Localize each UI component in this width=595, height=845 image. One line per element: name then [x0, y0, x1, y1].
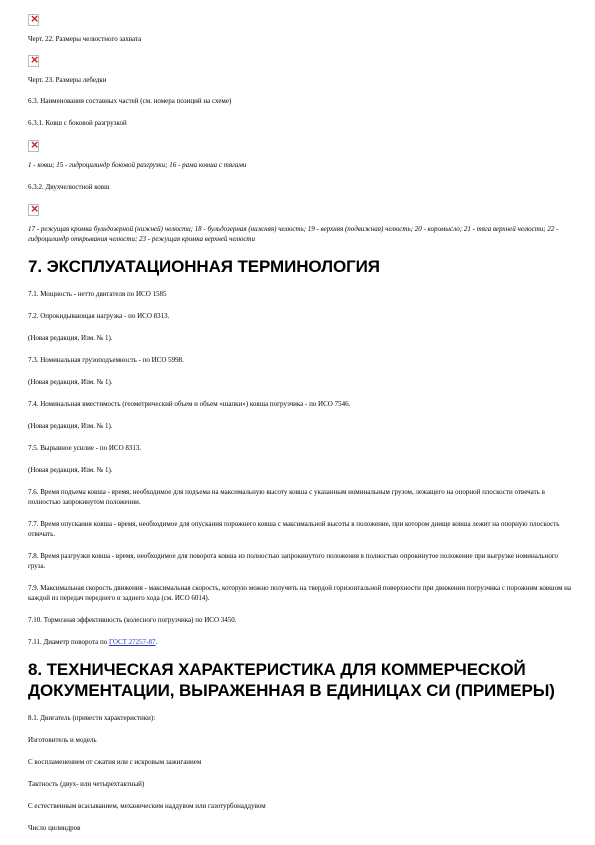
edition-note: (Новая редакция, Изм. № 1).: [28, 378, 113, 386]
broken-image-icon: ×: [30, 138, 40, 151]
term-7-6: 7.6. Время подъема ковша - время, необходимое для подъема на максимальную высоту ковша с указанным номинальным грузом, лежащего на опорной плоскости отвечать в полностью запрокинутом положении.: [28, 488, 545, 506]
section-7-heading: 7. ЭКСПЛУАТАЦИОННАЯ ТЕРМИНОЛОГИЯ: [28, 257, 380, 276]
engine-item-aspiration: С естественным всасыванием, механическим наддувом или газотурбонаддувом: [28, 802, 266, 810]
broken-image-icon: ×: [30, 202, 40, 215]
term-7-3: 7.3. Номинальная грузоподъемность - по ИСО 5998.: [28, 356, 184, 364]
section-8-1: 8.1. Двигатель (привести характеристики):: [28, 714, 156, 722]
term-7-4: 7.4. Номинальная вместимость (геометрический объем и объем «шапки») ковша погрузчика - по ИСО 7546.: [28, 400, 351, 408]
term-7-1: 7.1. Мощность - нетто двигателя по ИСО 1585: [28, 290, 167, 298]
document-page: [28, 14, 573, 845]
edition-note: (Новая редакция, Изм. № 1).: [28, 466, 113, 474]
engine-item-cylinders: Число цилиндров: [28, 824, 81, 832]
term-7-7: 7.7. Время опускания ковша - время, необходимое для опускания порожнего ковша с максимальной высоты в положение, при котором днище ковша лежит на опорную плоскость отвечать.: [28, 520, 560, 538]
edition-note: (Новая редакция, Изм. № 1).: [28, 334, 113, 342]
term-7-2: 7.2. Опрокидывающая нагрузка - по ИСО 8313.: [28, 312, 170, 320]
term-7-5: 7.5. Вырывное усилие - по ИСО 8313.: [28, 444, 142, 452]
gost-27257-link[interactable]: ГОСТ 27257-87: [108, 638, 156, 646]
broken-image-icon: ×: [30, 53, 40, 66]
section-6-3: 6.3. Наименования составных частей (см. номера позиций на схеме): [28, 97, 232, 105]
section-6-3-2-legend: 17 - режущая кромка бульдозерной (нижней) челюсти; 18 - бульдозерная (нижняя) челюсть; 19 - верхняя (подвижная) челюсть; 20 - коромысло; 21 - тяга верхней челюсти; 22 - гидроцилиндр открывания челюсти; 23 - режущая кромка верхней челюсти: [28, 225, 559, 243]
section-8-heading: 8. ТЕХНИЧЕСКАЯ ХАРАКТЕРИСТИКА ДЛЯ КОММЕРЧЕСКОЙ ДОКУМЕНТАЦИИ, ВЫРАЖЕННАЯ В ЕДИНИЦАХ СИ (ПРИМЕРЫ): [28, 660, 555, 700]
term-7-11-suffix: .: [155, 638, 158, 646]
term-7-9: 7.9. Максимальная скорость движения - максимальная скорость, которую можно получить на твердой горизонтальной поверхности при движении погрузчика с порожним ковшом на каждой из передач переднего и заднего хода (см. ИСО 6014).: [28, 584, 571, 602]
term-7-8: 7.8. Время разгрузки ковша - время, необходимое для поворота ковша из полностью запрокинутого положения в полностью опрокинутое положение при выгрузке номинального груза.: [28, 552, 559, 570]
engine-item-manufacturer: Изготовитель и модель: [28, 736, 97, 744]
term-7-11-prefix: 7.11. Диаметр поворота по: [28, 638, 109, 646]
figure-22-caption: Черт. 22. Размеры челюстного захвата: [28, 35, 142, 43]
engine-item-ignition: С воспламенением от сжатия или с искровым зажиганием: [28, 758, 202, 766]
section-6-3-1: 6.3.1. Ковш с боковой разгрузкой: [28, 119, 127, 127]
engine-item-strokes: Тактность (двух- или четырехтактный): [28, 780, 145, 788]
term-7-11: [28, 637, 573, 647]
broken-image-icon: ×: [30, 12, 40, 25]
section-6-3-1-legend: 1 - ковш; 15 - гидроцилиндр боковой разгрузки; 16 - рама ковша с тягами: [28, 161, 247, 169]
figure-23-caption: Черт. 23. Размеры лебедки: [28, 76, 107, 84]
term-7-10: 7.10. Тормозная эффективность (колесного погрузчика) по ИСО 3450.: [28, 616, 237, 624]
section-6-3-2: 6.3.2. Двухчелюстной ковш: [28, 183, 110, 191]
edition-note: (Новая редакция, Изм. № 1).: [28, 422, 113, 430]
